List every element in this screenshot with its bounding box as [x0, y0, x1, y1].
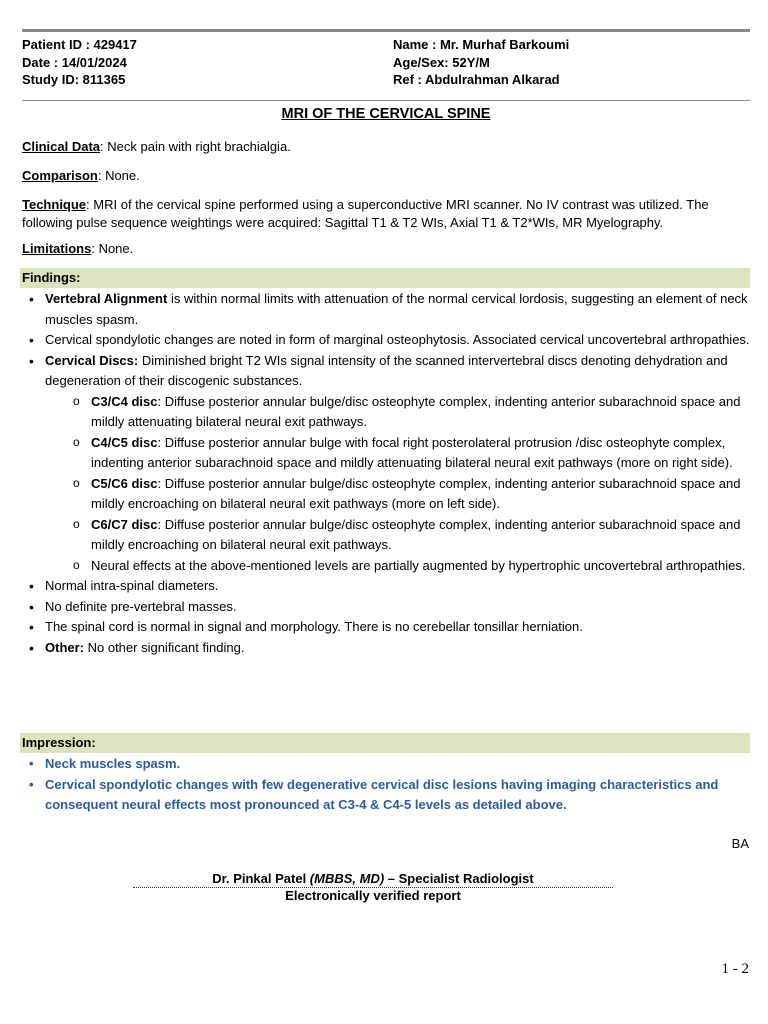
- limitations-text: : None.: [91, 241, 134, 256]
- radiologist-role: – Specialist Radiologist: [384, 871, 534, 886]
- header-rule: [22, 100, 750, 101]
- technique-text: : MRI of the cervical spine performed using a superconductive MRI scanner. No IV contrast was utilized. The following pulse sequence weightings were acquired: Sagittal T1 & T2 WIs, Axial T1 & T2*WIs, MR Myelography.: [22, 197, 709, 230]
- disc-item-c5c6: [45, 474, 750, 515]
- disc-item-c4c5: [45, 433, 750, 474]
- list-item: [22, 351, 750, 577]
- list-item: • The spinal cord is normal in signal and morphology. There is no cerebellar tonsillar herniation.: [22, 617, 750, 638]
- top-rule: [22, 29, 750, 32]
- clinical-data: [22, 138, 752, 156]
- alignment-text: is within normal limits with attenuation of the normal cervical lordosis, suggesting an element of neck muscles spasm.: [45, 291, 748, 327]
- limitations-label: Limitations: [22, 241, 92, 256]
- list-item: • Cervical spondylotic changes are noted in form of marginal osteophytosis. Associated cervical uncovertebral arthropathies.: [22, 330, 750, 351]
- findings-heading-band: [20, 268, 750, 288]
- list-item: • Normal intra-spinal diameters.: [22, 576, 750, 597]
- impression-item: • Cervical spondylotic changes with few degenerative cervical disc lesions having imaging characteristics and consequent neural effects most pronounced at C3-4 & C4-5 levels as detailed above.: [22, 775, 750, 816]
- patient-name: Name : Mr. Murhaf Barkoumi: [393, 37, 570, 52]
- impression-heading-band: [20, 733, 750, 753]
- comparison: [22, 167, 752, 185]
- patient-info-left: [22, 36, 137, 89]
- technique: [22, 196, 752, 232]
- list-item: [22, 289, 750, 330]
- clinical-data-text: : Neck pain with right brachialgia.: [100, 139, 291, 154]
- discs-text: Diminished bright T2 WIs signal intensity of the scanned intervertebral discs denoting dehydration and degeneration of their discogenic substances.: [45, 352, 728, 388]
- c6c7-text: : Diffuse posterior annular bulge/disc osteophyte complex, indenting anterior subarachnoid space and mildly encroaching on bilateral neural exit pathways.: [91, 516, 741, 552]
- patient-id: Patient ID : 429417: [22, 37, 137, 52]
- technique-label: Technique: [22, 197, 87, 212]
- impression-list: [22, 754, 750, 816]
- alignment-label: Vertebral Alignment: [45, 291, 168, 306]
- neural-effects-item: o Neural effects at the above-mentioned levels are partially augmented by hypertrophic uncovertebral arthropathies.: [45, 556, 750, 577]
- patient-info-right: [393, 36, 569, 89]
- disc-levels-list: [45, 392, 750, 577]
- radiologist-signature: [133, 871, 613, 886]
- disc-item-c6c7: [45, 515, 750, 556]
- c3c4-label: C3/C4 disc: [91, 393, 158, 409]
- radiologist-name: Dr. Pinkal Patel: [212, 871, 310, 886]
- radiologist-credentials: (MBBS, MD): [309, 871, 385, 886]
- typist-initials: BA: [731, 836, 749, 851]
- other-text: No other significant finding.: [84, 639, 245, 655]
- report-date: Date : 14/01/2024: [22, 54, 127, 70]
- limitations: [22, 240, 752, 258]
- list-item: • No definite pre-vertebral masses.: [22, 597, 750, 618]
- c5c6-text: : Diffuse posterior annular bulge/disc osteophyte complex, indenting anterior subarachnoid space and mildly encroaching on bilateral neural exit pathways (more on left side).: [91, 475, 741, 511]
- page-number: 1 - 2: [721, 961, 749, 977]
- report-title: MRI OF THE CERVICAL SPINE: [281, 106, 491, 122]
- c5c6-label: C5/C6 disc: [91, 475, 158, 491]
- referring-doctor: Ref : Abdulrahman Alkarad: [393, 72, 560, 87]
- c3c4-text: : Diffuse posterior annular bulge/disc osteophyte complex, indenting anterior subarachnoid space and mildly attenuating bilateral neural exit pathways.: [91, 393, 741, 429]
- age-sex: Age/Sex: 52Y/M: [393, 54, 490, 70]
- c4c5-label: C4/C5 disc: [91, 434, 158, 450]
- c6c7-label: C6/C7 disc: [91, 516, 158, 532]
- findings-list: [22, 289, 750, 658]
- comparison-label: Comparison: [22, 168, 98, 183]
- c4c5-text: : Diffuse posterior annular bulge with focal right posterolateral protrusion /disc osteophyte complex, indenting anterior subarachnoid space and mildly attenuating bilateral neural exit pathways (more on right side).: [91, 434, 733, 470]
- comparison-text: : None.: [97, 168, 140, 183]
- impression-item: • Neck muscles spasm.: [22, 754, 750, 775]
- findings-heading: Findings:: [22, 270, 81, 285]
- study-id: Study ID: 811365: [22, 72, 126, 87]
- clinical-data-label: Clinical Data: [22, 139, 101, 154]
- impression-heading: Impression:: [22, 735, 96, 750]
- discs-label: Cervical Discs:: [45, 352, 139, 368]
- disc-item-c3c4: [45, 392, 750, 433]
- other-label: Other:: [45, 639, 84, 655]
- list-item: [22, 638, 750, 659]
- verification-note: Electronically verified report: [285, 888, 461, 903]
